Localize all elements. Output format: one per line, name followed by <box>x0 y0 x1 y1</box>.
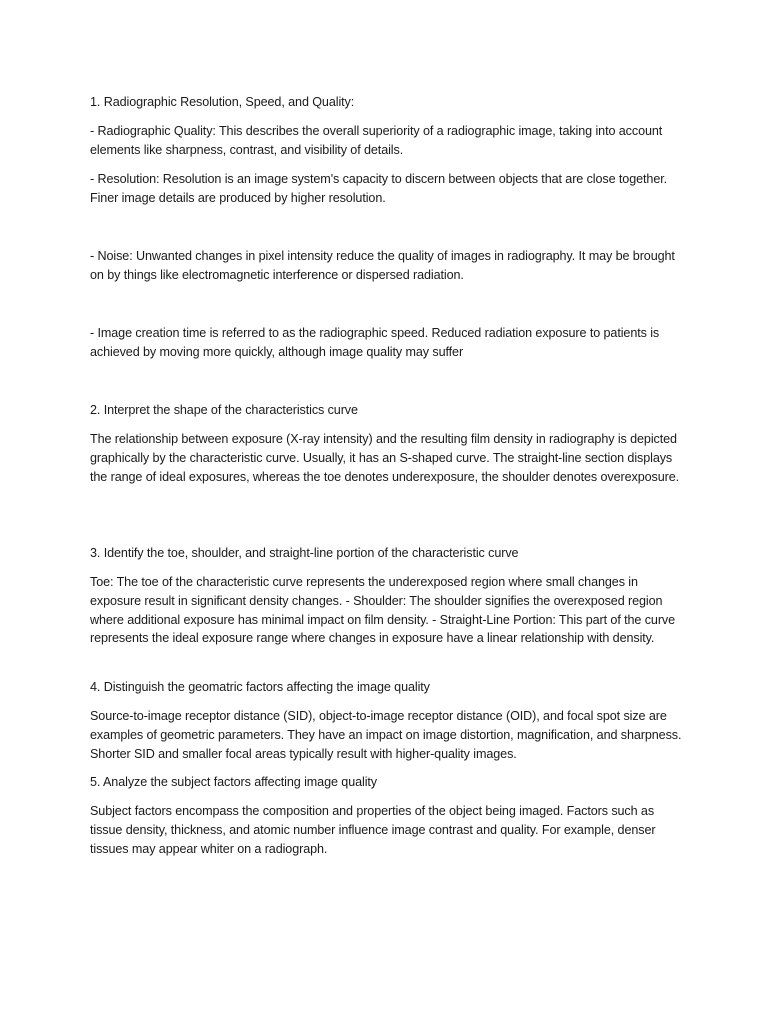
section-4-heading: 4. Distinguish the geomatric factors affecting the image quality <box>90 680 430 694</box>
noise-paragraph: - Noise: Unwanted changes in pixel intensity reduce the quality of images in radiography. It may be brought on by things like electromagnetic interference or dispersed radiation. <box>90 249 675 282</box>
section-5-heading: 5. Analyze the subject factors affecting image quality <box>90 775 377 789</box>
characteristic-curve-paragraph: The relationship between exposure (X-ray intensity) and the resulting film density in radiography is depicted graphically by the characteristic curve. Usually, it has an S-shaped curve. The straight-line section displays the range of ideal exposures, whereas the toe denotes underexposure, the shoulder denotes overexposure. <box>90 432 680 484</box>
geometric-factors-paragraph: Source-to-image receptor distance (SID), object-to-image receptor distance (OID), and focal spot size are examples of geometric parameters. They have an impact on image distortion, magnification, and sharpness. Shorter SID and smaller focal areas typically result with higher-quality images. <box>90 709 682 761</box>
radiographic-speed-paragraph: - Image creation time is referred to as the radiographic speed. Reduced radiation exposure to patients is achieved by moving more quickly, although image quality may suffer <box>90 326 660 359</box>
section-3-heading: 3. Identify the toe, shoulder, and straight-line portion of the characteristic curve <box>90 546 519 560</box>
section-1-heading: 1. Radiographic Resolution, Speed, and Quality: <box>90 95 355 109</box>
resolution-paragraph: - Resolution: Resolution is an image system's capacity to discern between objects that are close together. Finer image details are produced by higher resolution. <box>90 172 668 205</box>
radiographic-quality-paragraph: - Radiographic Quality: This describes the overall superiority of a radiographic image, taking into account elements like sharpness, contrast, and visibility of details. <box>90 124 663 157</box>
section-2-heading: 2. Interpret the shape of the characteristics curve <box>90 403 358 417</box>
subject-factors-paragraph: Subject factors encompass the composition and properties of the object being imaged. Factors such as tissue density, thickness, and atomic number influence image contrast and quality. For example, denser tissues may appear whiter on a radiograph. <box>90 804 656 856</box>
toe-shoulder-paragraph: Toe: The toe of the characteristic curve represents the underexposed region where small changes in exposure result in significant density changes. - Shoulder: The shoulder signifies the overexposed region where additional exposure has minimal impact on film density. - Straight-Line Portion: This part of the curve represents the ideal exposure range where changes in exposure have a linear relationship with density. <box>90 575 676 646</box>
